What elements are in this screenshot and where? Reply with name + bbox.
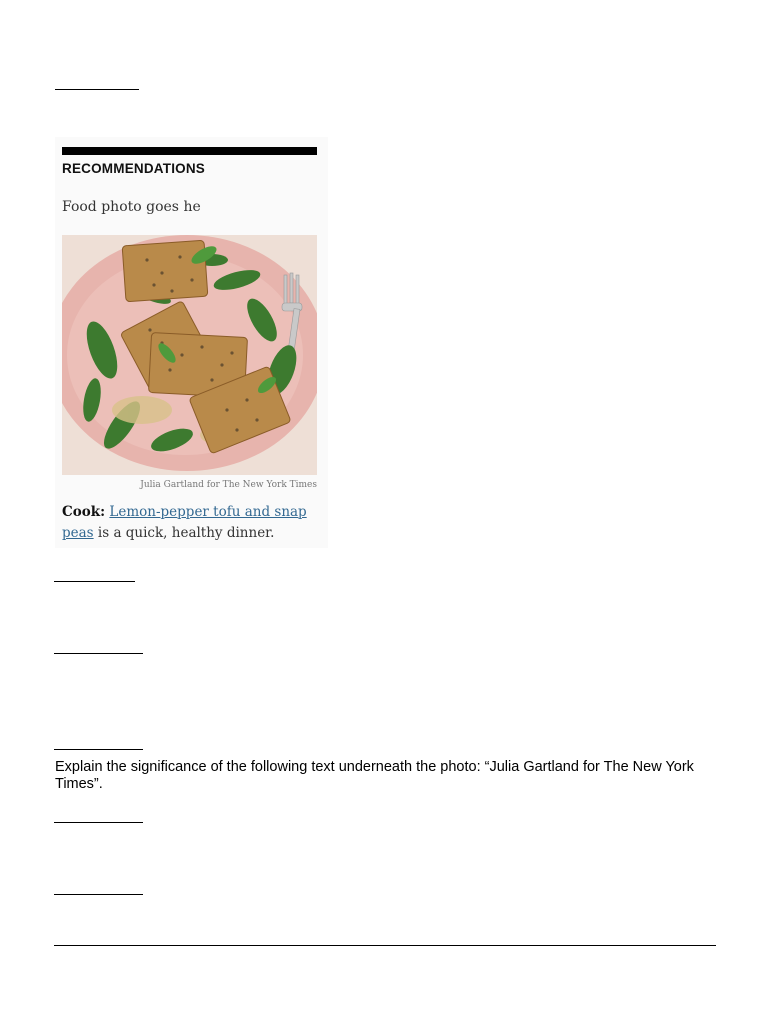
answer-blank-6 [54,894,143,895]
photo-credit: Julia Gartland for The New York Times [140,480,317,490]
food-photo-image [62,235,317,475]
recipe-link[interactable]: Lemon-pepper tofu and snap peas [62,504,307,541]
answer-blank-1 [55,89,139,90]
answer-blank-3 [54,653,143,654]
recommendation-card [55,137,328,548]
answer-blank-4 [54,749,143,750]
bottom-rule [54,945,716,946]
card-heading: RECOMMENDATIONS [62,161,205,176]
caption-text: is a quick, healthy dinner. [93,525,275,541]
answer-blank-2 [54,581,135,582]
card-subheading: Food photo goes he [62,199,201,215]
card-top-bar [62,147,317,155]
card-caption [62,502,320,544]
answer-blank-5 [54,822,143,823]
question-text: Explain the significance of the following text underneath the photo: “Julia Gartland for The New York Times”. [55,759,694,792]
caption-label: Cook: [62,504,106,520]
